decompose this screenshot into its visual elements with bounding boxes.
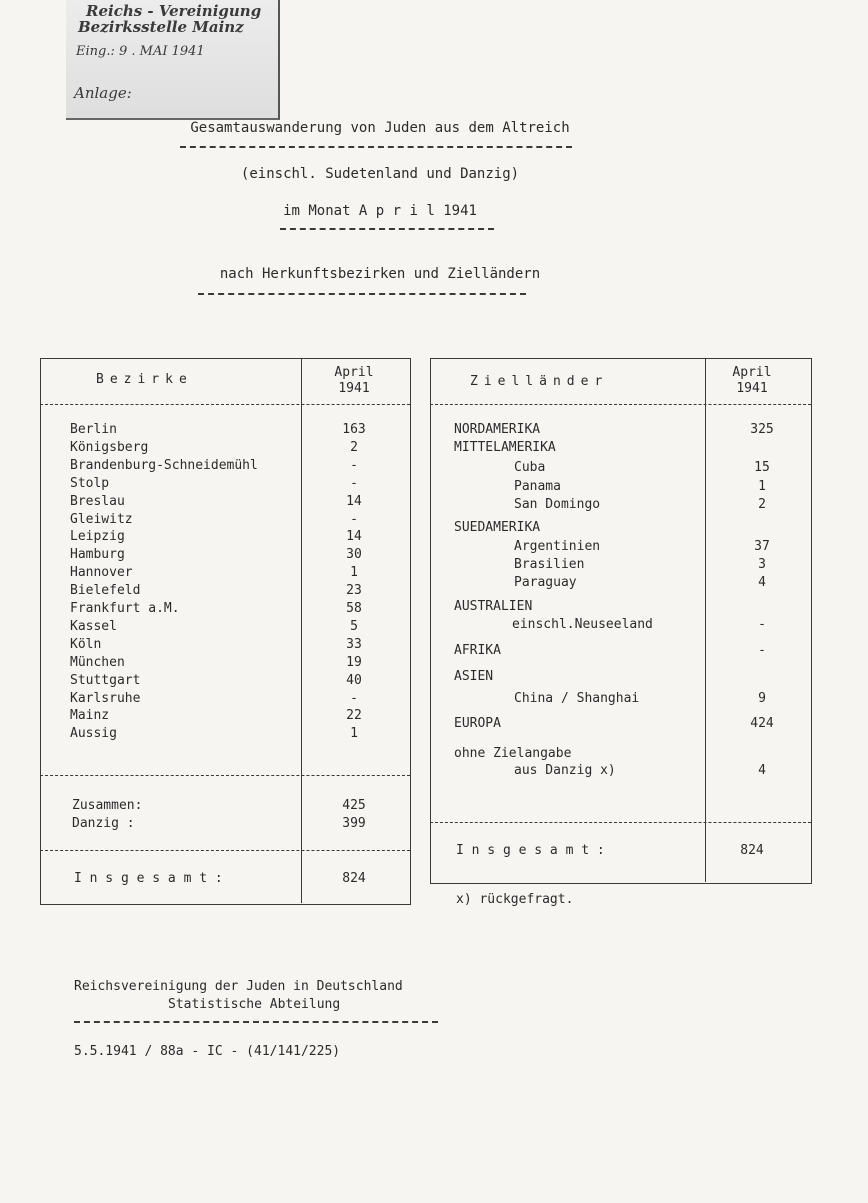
district-name: Frankfurt a.M. xyxy=(70,601,180,616)
destination-value: 4 xyxy=(758,575,766,590)
districts-header: Bezirke xyxy=(96,372,193,387)
district-value: 1 xyxy=(350,726,358,742)
district-value: 14 xyxy=(346,529,362,545)
destination-name: Paraguay xyxy=(514,575,577,590)
district-value: 40 xyxy=(346,672,362,688)
district-name: München xyxy=(70,654,125,670)
district-value: 5 xyxy=(350,618,358,634)
destination-name: AUSTRALIEN xyxy=(454,599,533,614)
destination-name: ohne Zielangabe xyxy=(454,746,572,761)
stamp-line-1: Reichs - Vereinigung xyxy=(86,2,262,20)
district-value: 30 xyxy=(346,547,362,563)
destination-value: 15 xyxy=(754,460,770,475)
stamp-line-4: Anlage: xyxy=(74,84,132,102)
districts-total-rule xyxy=(40,850,410,851)
destination-name: SUEDAMERIKA xyxy=(454,520,541,535)
zusammen-label: Zusammen: xyxy=(72,798,143,813)
destination-name: NORDAMERIKA xyxy=(454,422,541,437)
destination-name: AFRIKA xyxy=(454,643,501,658)
document-subtitle: (einschl. Sudetenland und Danzig) xyxy=(240,166,520,182)
districts-month-header xyxy=(314,365,394,397)
destinations-total-value: 824 xyxy=(740,843,764,858)
district-value: 22 xyxy=(346,708,362,724)
district-value: 2 xyxy=(350,439,358,455)
year-label: 1941 xyxy=(338,381,370,396)
document-period: im Monat A p r i l 1941 xyxy=(283,203,477,219)
year-label: 1941 xyxy=(736,381,768,396)
destination-name: Panama xyxy=(514,479,561,494)
destinations-total-label: I n s g e s a m t : xyxy=(456,843,605,858)
district-value: 19 xyxy=(346,654,362,670)
district-value: 23 xyxy=(346,583,362,599)
destinations-header: Zielländer xyxy=(470,374,609,389)
danzig-label: Danzig : xyxy=(72,816,135,831)
footnote: x) rückgefragt. xyxy=(456,892,574,907)
district-name: Kassel xyxy=(70,618,117,634)
destination-value: 325 xyxy=(750,422,774,437)
district-value: - xyxy=(350,511,358,527)
month-label: April xyxy=(334,365,374,380)
zusammen-value: 425 xyxy=(342,798,366,813)
destination-name: EUROPA xyxy=(454,716,501,731)
month-label: April xyxy=(732,365,772,380)
district-name: Köln xyxy=(70,636,102,652)
destination-name: aus Danzig x) xyxy=(514,763,616,778)
district-name: Leipzig xyxy=(70,529,125,545)
footer-reference: 5.5.1941 / 88a - IC - (41/141/225) xyxy=(74,1044,341,1059)
district-name: Karlsruhe xyxy=(70,690,141,706)
destination-name: MITTELAMERIKA xyxy=(454,440,556,455)
district-name: Aussig xyxy=(70,726,117,742)
destination-name: einschl.Neuseeland xyxy=(512,617,653,632)
destination-value: 9 xyxy=(758,691,766,706)
district-name: Mainz xyxy=(70,708,110,724)
district-value: 14 xyxy=(346,493,362,509)
districts-subtotal-rule xyxy=(40,775,410,776)
destination-value: 4 xyxy=(758,763,766,778)
district-name: Stuttgart xyxy=(70,672,141,688)
destination-name: China / Shanghai xyxy=(514,691,640,706)
title-underline xyxy=(180,146,572,148)
destination-value: 37 xyxy=(754,539,770,554)
district-name: Bielefeld xyxy=(70,583,141,599)
district-value: 163 xyxy=(342,422,366,437)
districts-total-label: I n s g e s a m t : xyxy=(74,871,223,886)
destination-value: - xyxy=(758,643,766,658)
destination-value: - xyxy=(758,617,766,632)
district-value: 58 xyxy=(346,601,362,616)
districts-total-value: 824 xyxy=(342,871,366,886)
destination-value: 424 xyxy=(750,716,774,731)
destination-name: ASIEN xyxy=(454,669,494,684)
archive-stamp xyxy=(66,0,280,120)
district-name: Hannover xyxy=(70,565,133,581)
destination-name: San Domingo xyxy=(514,497,601,512)
footer-department: Statistische Abteilung xyxy=(168,997,341,1012)
breakdown-underline xyxy=(198,293,526,295)
document-title: Gesamtauswanderung von Juden aus dem Altreich xyxy=(190,120,570,136)
destination-name: Cuba xyxy=(514,460,546,475)
destination-name: Brasilien xyxy=(514,557,585,572)
destination-name: Argentinien xyxy=(514,539,601,554)
district-value: - xyxy=(350,457,358,473)
district-name: Stolp xyxy=(70,475,110,491)
destination-value: 1 xyxy=(758,479,766,494)
footer-organization: Reichsvereinigung der Juden in Deutschland xyxy=(74,979,403,994)
district-value: 1 xyxy=(350,565,358,581)
destination-value: 2 xyxy=(758,497,766,512)
district-name: Königsberg xyxy=(70,439,149,455)
destinations-column-divider xyxy=(705,358,706,882)
destinations-total-rule xyxy=(430,822,811,823)
district-value: - xyxy=(350,475,358,491)
district-name: Hamburg xyxy=(70,547,125,563)
district-value: - xyxy=(350,690,358,706)
period-underline xyxy=(280,228,494,230)
destinations-header-rule xyxy=(430,404,811,405)
district-value: 33 xyxy=(346,636,362,652)
stamp-line-3: Eing.: 9 . MAI 1941 xyxy=(76,44,205,59)
stamp-line-2: Bezirksstelle Mainz xyxy=(78,18,244,36)
document-breakdown: nach Herkunftsbezirken und Zielländern xyxy=(219,266,541,282)
district-name: Gleiwitz xyxy=(70,511,133,527)
footer-rule xyxy=(74,1021,438,1023)
destinations-month-header xyxy=(712,365,792,397)
danzig-value: 399 xyxy=(342,816,366,831)
district-name: Breslau xyxy=(70,493,125,509)
districts-header-rule xyxy=(40,404,410,405)
destination-value: 3 xyxy=(758,557,766,572)
district-name: Brandenburg-Schneidemühl xyxy=(70,457,258,473)
district-name: Berlin xyxy=(70,422,117,437)
districts-column-divider xyxy=(301,358,302,903)
